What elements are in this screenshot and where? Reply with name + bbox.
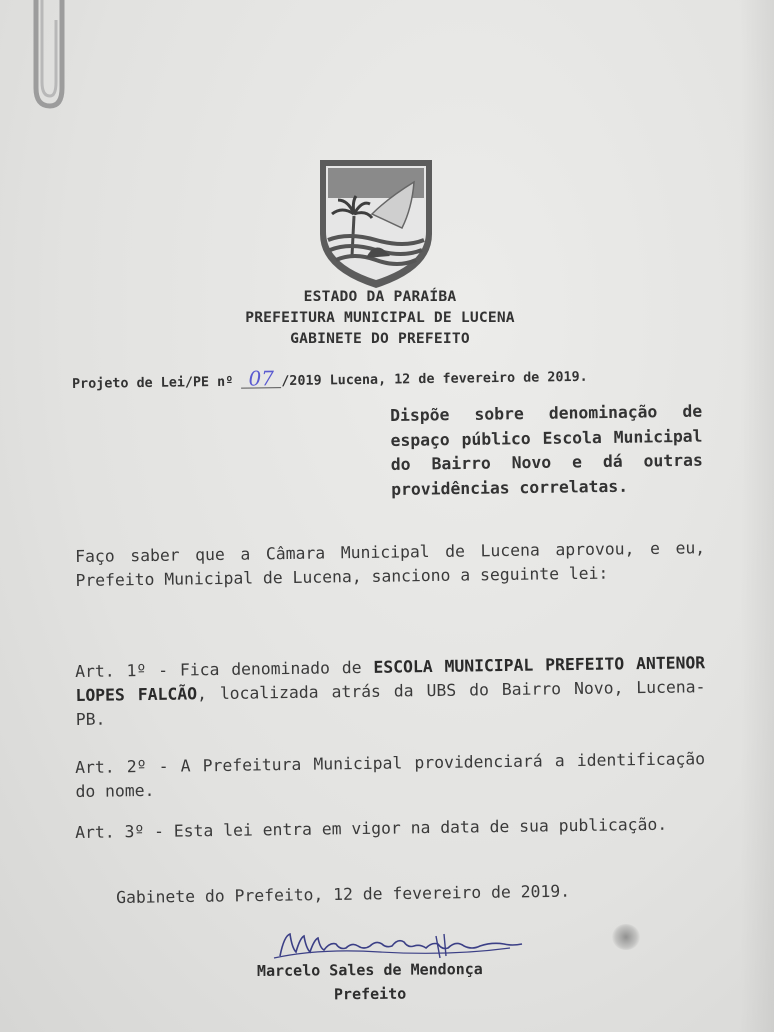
- bill-date: /2019 Lucena, 12 de fevereiro de 2019.: [281, 369, 588, 390]
- page-edge-shadow: [740, 0, 774, 1032]
- article-2: Art. 2º - A Prefeitura Municipal providenciará a identificação do nome.: [75, 749, 706, 801]
- handwritten-bill-number: 07: [241, 369, 281, 389]
- bill-prefix: Projeto de Lei/PE nº: [71, 374, 242, 392]
- signer-block: [200, 957, 540, 1008]
- article-1-prefix: Art. 1º - Fica denominado de: [75, 657, 374, 681]
- ink-smudge: [612, 924, 640, 950]
- header-prefecture: PREFEITURA MUNICIPAL DE LUCENA: [245, 309, 515, 326]
- intro-paragraph: Faço saber que a Câmara Municipal de Lucena aprovou, e eu, Prefeito Municipal de Lucena, sanciono a seguinte lei:: [75, 538, 706, 590]
- signer-title: Prefeito: [333, 984, 407, 1004]
- header-state: ESTADO DA PARAÍBA: [303, 288, 457, 305]
- header-office: GABINETE DO PREFEITO: [290, 330, 470, 347]
- paperclip-icon: [16, 0, 66, 112]
- article-1-school-name: ESCOLA MUNICIPAL PREFEITO ANTENOR LOPES FALCÃO: [75, 653, 706, 705]
- bill-summary: Dispõe sobre denominação de espaço público Escola Municipal do Bairro Novo e dá outras providências correlatas.: [390, 401, 703, 499]
- signer-name: Marcelo Sales de Mendonça: [256, 960, 483, 980]
- article-1: [75, 651, 706, 732]
- municipal-crest-icon: [318, 158, 434, 290]
- article-3: Art. 3º - Esta lei entra em vigor na data de sua publicação.: [75, 814, 668, 842]
- document-header: [140, 286, 620, 349]
- article-1-suffix: , localizada atrás da UBS do Bairro Novo, Lucena-PB.: [75, 677, 706, 729]
- closing-line: Gabinete do Prefeito, 12 de fevereiro de 2019.: [116, 881, 571, 907]
